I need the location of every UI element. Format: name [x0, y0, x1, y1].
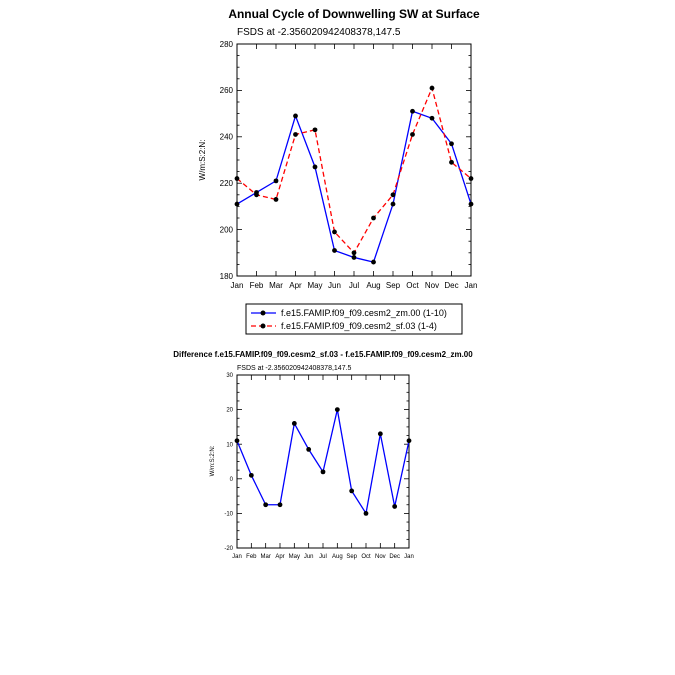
series-1-point [449, 141, 454, 146]
series-1-point [306, 447, 311, 452]
y-tick-label: 180 [219, 271, 233, 281]
x-tick-label: Sep [385, 281, 401, 290]
x-tick-label: Jul [319, 554, 327, 560]
series-1-point [378, 431, 383, 436]
y-tick-label: 20 [226, 407, 233, 414]
y-tick-label: 220 [219, 179, 233, 188]
x-tick-label: Nov [424, 281, 440, 290]
series-2-point [274, 197, 279, 202]
x-tick-label: Jul [348, 281, 360, 290]
y-tick-label: 30 [226, 373, 233, 380]
legend-label-series-2: f.e15.FAMIP.f09_f09.cesm2_sf.03 (1-4) [281, 321, 437, 331]
series-1-point [392, 504, 397, 509]
series-1-point [332, 248, 337, 253]
series-2-point [430, 86, 435, 91]
chart-bottom-title: Difference f.e15.FAMIP.f09_f09.cesm2_sf.03 - f.e15.FAMIP.f09_f09.cesm2_zm.00 [173, 350, 473, 359]
y-tick-label: -20 [224, 546, 233, 553]
series-2-point [254, 192, 259, 197]
series-2-point [313, 127, 318, 132]
chart-top [198, 7, 480, 334]
series-1-point [321, 469, 326, 474]
x-tick-label: Sep [346, 554, 358, 560]
y-tick-label: 10 [226, 442, 233, 449]
x-tick-label: Jan [404, 554, 414, 560]
series-line-1 [237, 111, 471, 262]
x-tick-label: Mar [269, 281, 283, 290]
series-1-point [391, 202, 396, 207]
x-tick-label: Aug [331, 554, 343, 560]
x-tick-label: Mar [260, 554, 271, 560]
x-tick-label: Jun [328, 281, 341, 290]
y-tick-label: 280 [219, 39, 233, 49]
series-2-point [469, 176, 474, 181]
series-2-point [391, 192, 396, 197]
x-tick-label: Jun [303, 554, 314, 560]
x-tick-label: Jan [464, 281, 478, 290]
series-2-point [410, 132, 415, 137]
series-1-point [352, 255, 357, 260]
legend-marker-series-2 [261, 324, 266, 329]
x-tick-label: Dec [444, 281, 459, 290]
series-1-point [371, 260, 376, 265]
x-tick-label: Jan [232, 554, 242, 560]
series-2-point [352, 250, 357, 255]
series-1-point [293, 114, 298, 119]
series-1-point [263, 502, 268, 507]
series-1-point [278, 502, 283, 507]
series-line-2 [237, 88, 471, 253]
chart-bottom [173, 350, 473, 560]
y-tick-label: 240 [219, 132, 233, 142]
series-2-point [293, 132, 298, 137]
plot-frame [237, 375, 409, 548]
series-1-point [430, 116, 435, 121]
series-1-point [407, 438, 412, 443]
x-tick-label: Oct [406, 281, 419, 290]
series-1-point [469, 202, 474, 207]
x-tick-label: Apr [275, 554, 285, 560]
series-1-point [274, 178, 279, 183]
chart-bottom-plot-area [224, 373, 414, 560]
series-1-point [349, 489, 354, 494]
y-tick-label: -10 [224, 511, 233, 518]
x-tick-label: Jan [230, 281, 244, 290]
y-tick-label: 0 [229, 476, 233, 483]
chart-bottom-subtitle: FSDS at -2.356020942408378,147.5 [237, 365, 352, 372]
series-1-point [364, 511, 369, 516]
series-1-point [410, 109, 415, 114]
x-tick-label: Feb [249, 281, 264, 290]
x-tick-label: Dec [389, 554, 401, 560]
chart-top-plot-area [220, 40, 478, 290]
x-tick-label: Nov [374, 554, 386, 560]
series-1-point [235, 438, 240, 443]
series-1-point [249, 473, 254, 478]
x-tick-label: Aug [366, 281, 381, 290]
series-2-point [332, 230, 337, 235]
series-2-point [449, 160, 454, 165]
series-1-point [313, 165, 318, 170]
chart-top-ylabel: W/m:S:2:N: [198, 139, 207, 181]
series-1-point [335, 407, 340, 412]
x-tick-label: May [288, 554, 301, 560]
x-tick-label: Oct [361, 554, 371, 560]
chart-bottom-ylabel: W/m:S:2:N: [210, 445, 216, 477]
series-1-point [292, 421, 297, 426]
x-tick-label: Feb [246, 554, 257, 560]
series-line-1 [237, 410, 409, 514]
plot-frame [237, 44, 471, 276]
y-tick-label: 260 [219, 86, 233, 96]
legend-label-series-1: f.e15.FAMIP.f09_f09.cesm2_zm.00 (1-10) [281, 308, 447, 318]
chart-top-title: Annual Cycle of Downwelling SW at Surface [228, 7, 480, 21]
x-tick-label: Apr [289, 281, 302, 290]
series-1-point [235, 202, 240, 207]
chart-top-subtitle: FSDS at -2.356020942408378,147.5 [237, 27, 401, 38]
y-tick-label: 200 [219, 225, 233, 235]
series-2-point [371, 216, 376, 221]
legend-marker-series-1 [261, 311, 266, 316]
chart-top-legend [246, 304, 462, 334]
series-2-point [235, 176, 240, 181]
x-tick-label: May [307, 281, 323, 290]
